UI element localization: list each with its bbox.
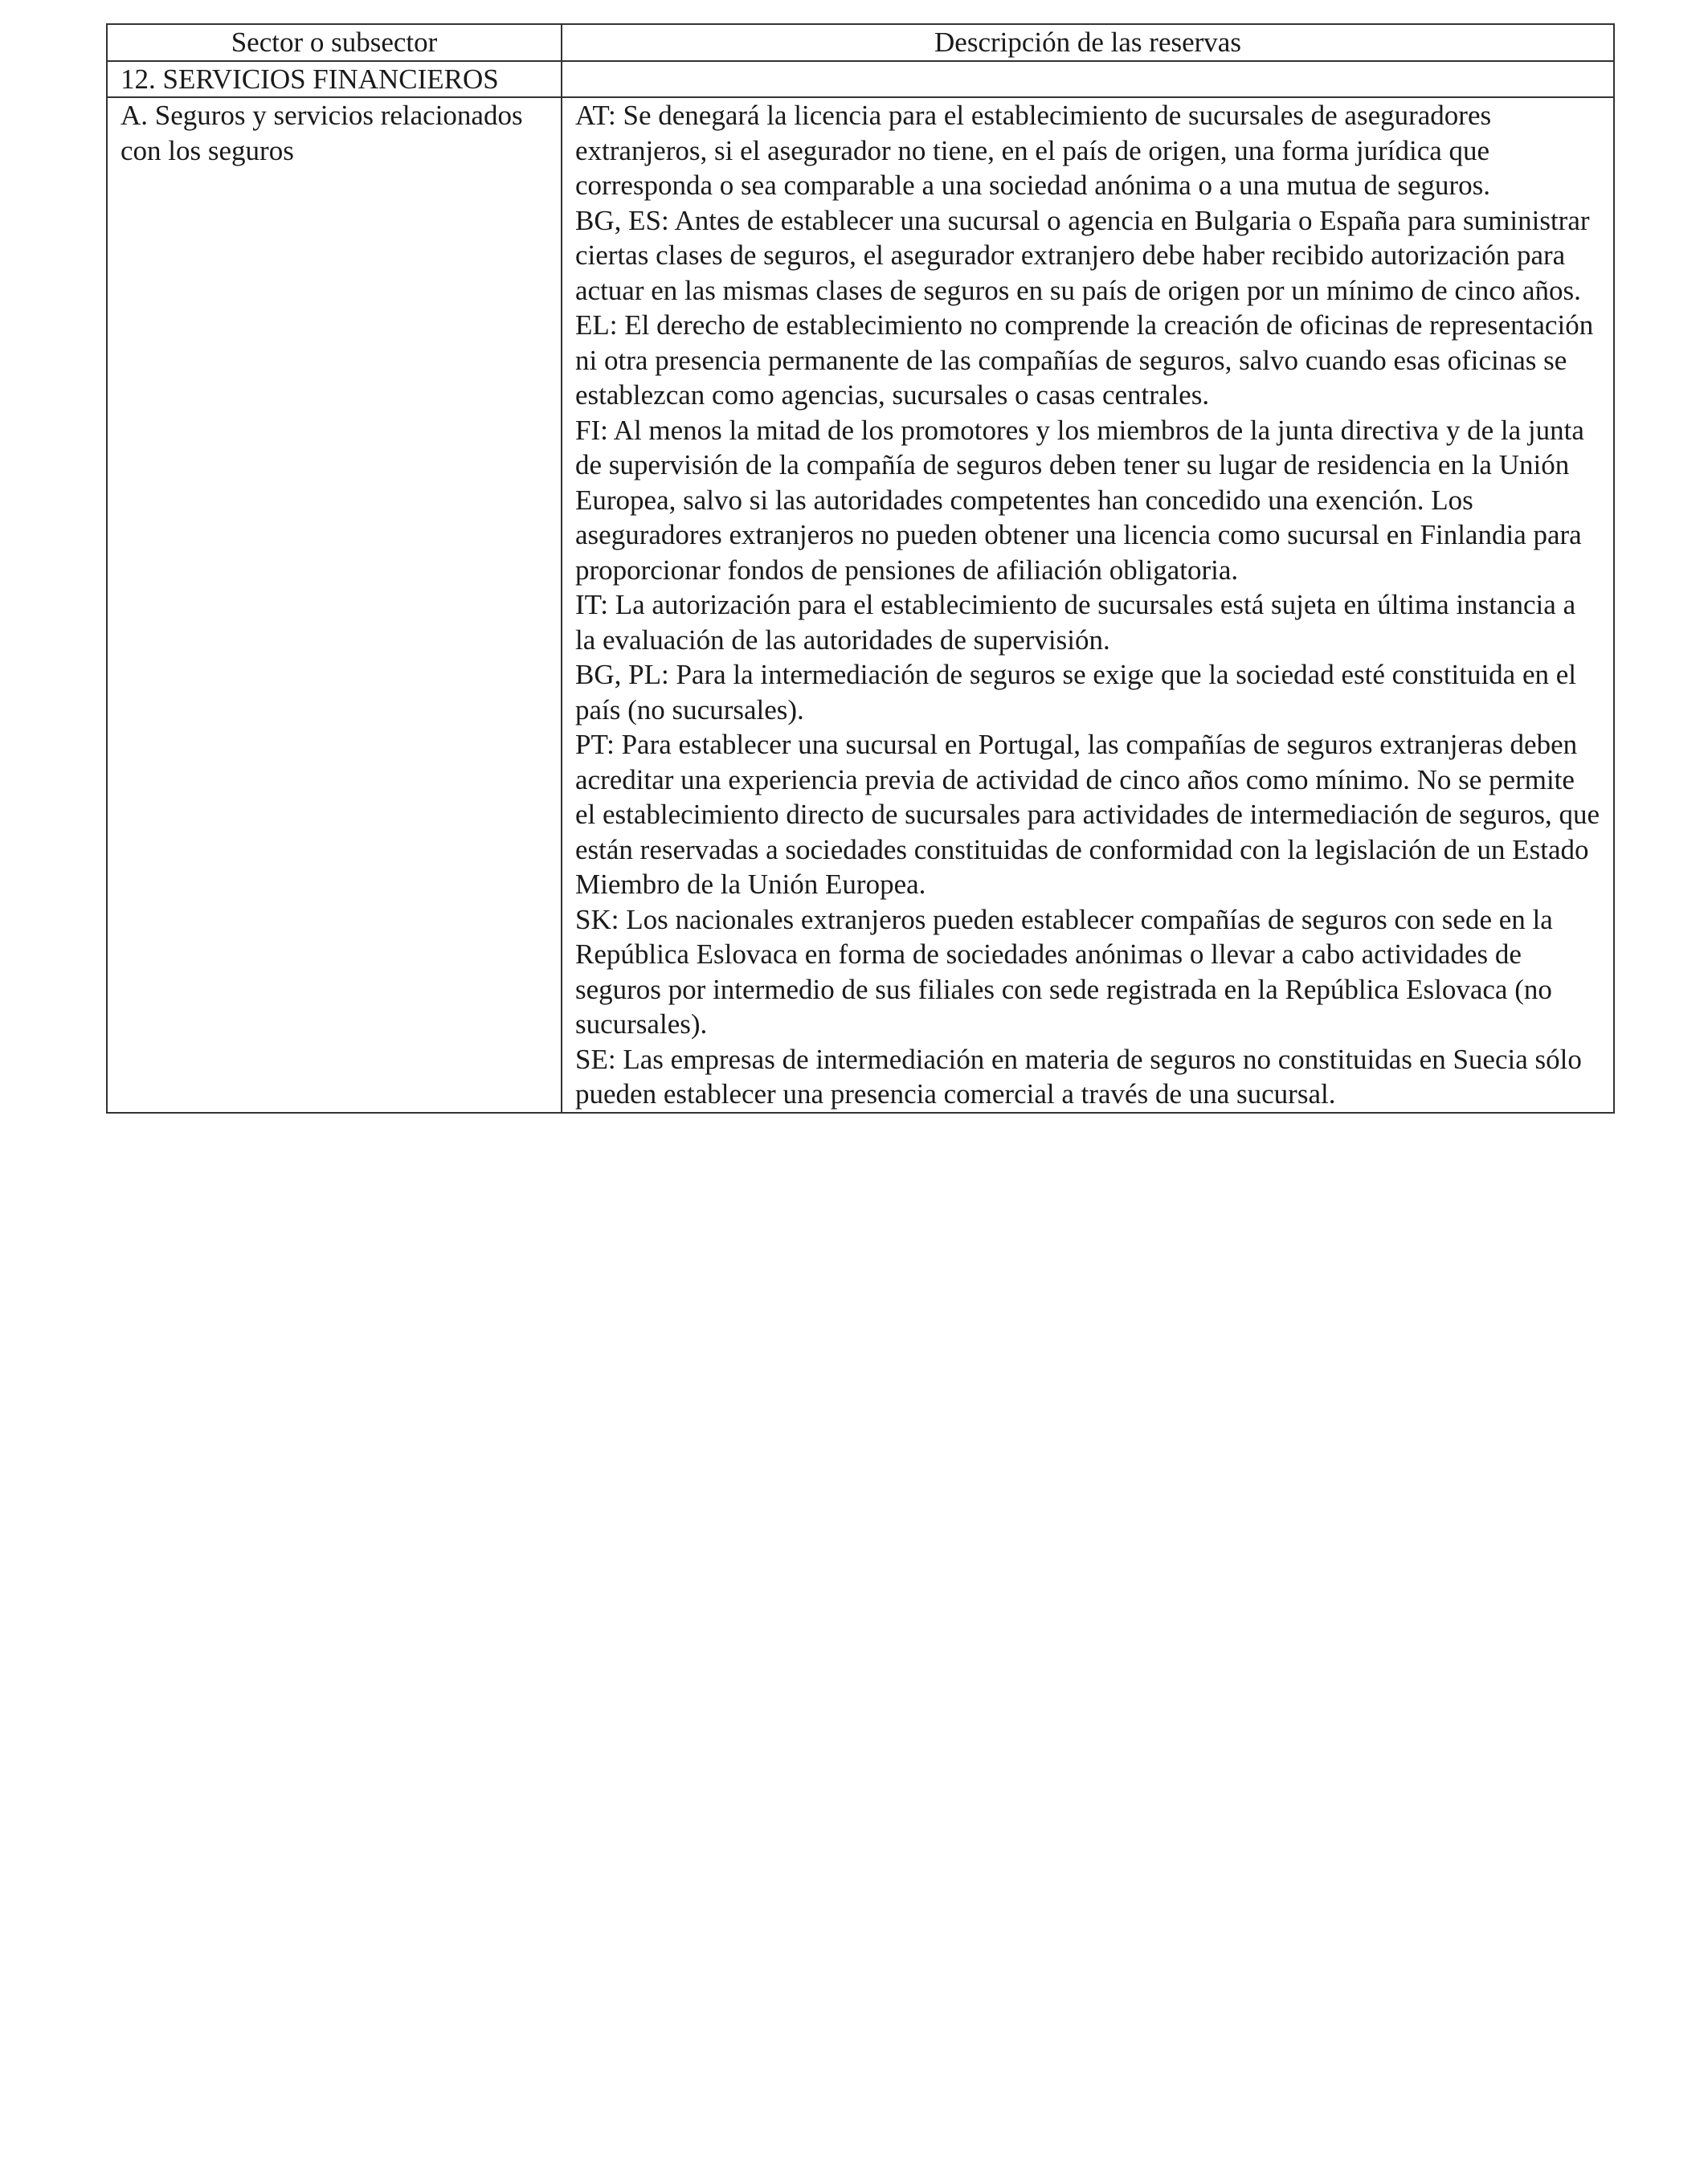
reservation-paragraph: IT: La autorización para el establecimiento de sucursales está sujeta en última instancia a la evaluación de las autoridades de supervisión. xyxy=(575,589,1576,656)
reservation-paragraph: SK: Los nacionales extranjeros pueden establecer compañías de seguros con sede en la República Eslovaca en forma de sociedades anónimas o llevar a cabo actividades de seguros por intermedio de sus filiales con sede registrada en la República Eslovaca (no sucursales). xyxy=(575,903,1553,1040)
reservation-paragraph: BG, ES: Antes de establecer una sucursal o agencia en Bulgaria o España para suministrar ciertas clases de seguros, el asegurador extranjero debe haber recibido autorización para actuar en las mismas clases de seguros en su país de origen por un mínimo de cinco años. xyxy=(575,204,1590,306)
table-row xyxy=(107,97,1614,1113)
reservation-paragraph: FI: Al menos la mitad de los promotores y los miembros de la junta directiva y de la junta de supervisión de la compañía de seguros deben tener su lugar de residencia en la Unión Europea, salvo si las autoridades competentes han concedido una exención. Los aseguradores extranjeros no pueden obtener una licencia como sucursal en Finlandia para proporcionar fondos de pensiones de afiliación obligatoria. xyxy=(575,414,1584,586)
reservation-paragraph: AT: Se denegará la licencia para el establecimiento de sucursales de aseguradores extranjeros, si el asegurador no tiene, en el país de origen, una forma jurídica que corresponda o sea comparable a una sociedad anónima o a una mutua de seguros. xyxy=(575,100,1492,201)
reservation-paragraph: SE: Las empresas de intermediación en materia de seguros no constituidas en Suecia sólo pueden establecer una presencia comercial a través de una sucursal. xyxy=(575,1043,1582,1110)
reservation-paragraph: EL: El derecho de establecimiento no comprende la creación de oficinas de representación ni otra presencia permanente de las compañías de seguros, salvo cuando esas oficinas se establezcan como agencias, sucursales o casas centrales. xyxy=(575,309,1594,411)
table-header-row xyxy=(107,24,1614,61)
description-cell xyxy=(562,97,1614,1113)
reservations-table xyxy=(106,23,1615,1114)
section-description-empty xyxy=(562,61,1614,98)
header-description: Descripción de las reservas xyxy=(562,24,1614,61)
reservation-paragraph: PT: Para establecer una sucursal en Portugal, las compañías de seguros extranjeras deben acreditar una experiencia previa de actividad de cinco años como mínimo. No se permite el establecimiento directo de sucursales para actividades de intermediación de seguros, que están reservadas a sociedades constituidas de conformidad con la legislación de un Estado Miembro de la Unión Europea. xyxy=(575,729,1600,900)
section-row xyxy=(107,61,1614,98)
header-sector: Sector o subsector xyxy=(107,24,562,61)
reservation-paragraph: BG, PL: Para la intermediación de seguros se exige que la sociedad esté constituida en el país (no sucursales). xyxy=(575,659,1577,726)
section-title: 12. SERVICIOS FINANCIEROS xyxy=(107,61,562,98)
subsector-cell: A. Seguros y servicios relacionados con los seguros xyxy=(107,97,562,1113)
